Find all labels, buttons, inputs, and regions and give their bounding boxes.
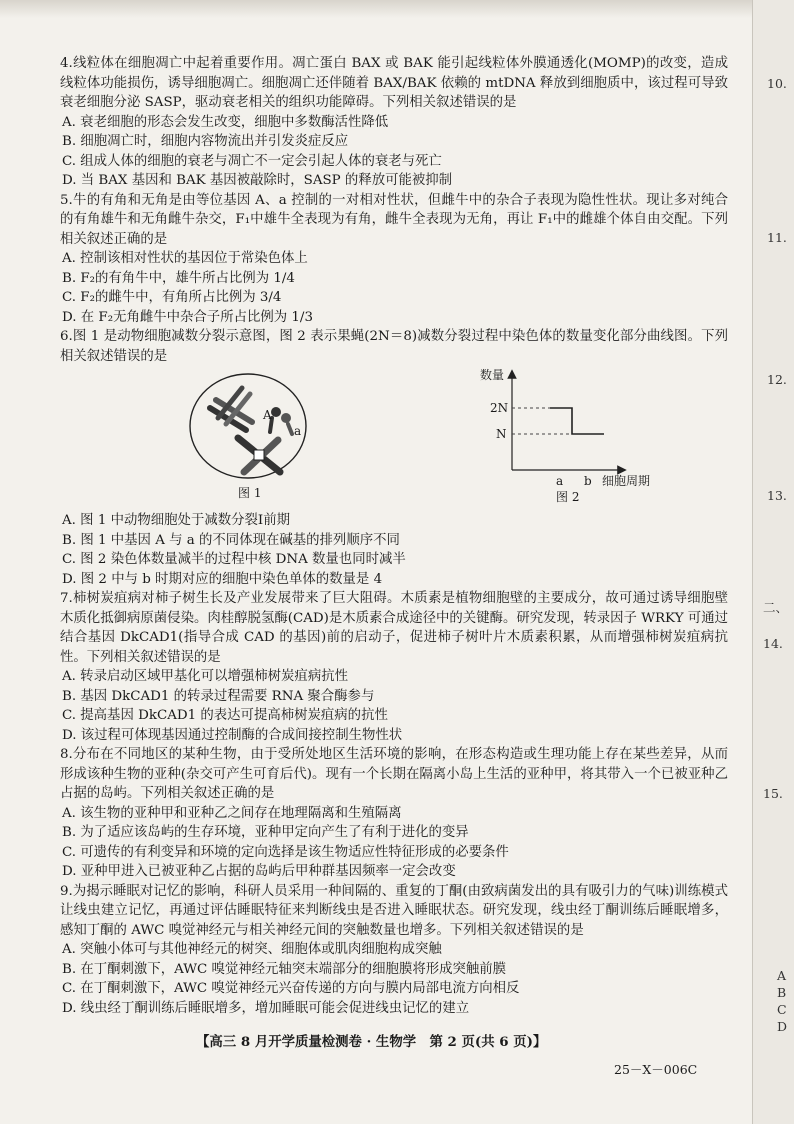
y-axis-label: 数量 — [480, 368, 505, 382]
margin-item: 二、 — [763, 600, 789, 615]
option-a: A. 突触小体可与其他神经元的树突、细胞体或肌肉细胞构成突触 — [62, 942, 442, 957]
option-d: D. 图 2 中与 b 时期对应的细胞中染色单体的数量是 4 — [62, 571, 383, 587]
figure-2 — [432, 368, 672, 504]
figure-2-caption: 图 2 — [556, 490, 580, 504]
question-4 — [60, 54, 728, 191]
option-c: C. 图 2 染色体数量减半的过程中核 DNA 数量也同时减半 — [62, 552, 406, 567]
y-tick-2n: 2N — [490, 401, 509, 415]
question-stem: 5.牛的有角和无角是由等位基因 A、a 控制的一对相对性状，但雌牛中的杂合子表现为隐性性状。现让多对纯合的有角雄牛和无角雌牛杂交，F₁中雄牛全表现为有角，雌牛全表现为无角，再让 F₁中的雌雄个体自由交配。下列相关叙述正确的是 — [60, 192, 728, 247]
gene-label-a-lower: a — [294, 424, 302, 438]
scan-shadow — [0, 0, 794, 18]
option-b: B. 图 1 中基因 A 与 a 的不同体现在碱基的排列顺序不同 — [62, 532, 400, 548]
adjacent-page-margin — [752, 0, 794, 1124]
option-d: D. 在 F₂无角雌牛中杂合子所占比例为 1/3 — [62, 309, 313, 325]
question-8 — [60, 745, 728, 882]
option-c: C. 可遗传的有利变异和环境的定向选择是该生物适应性特征形成的必要条件 — [62, 844, 509, 860]
question-stem: 6.图 1 是动物细胞减数分裂示意图，图 2 表示果蝇(2N＝8)减数分裂过程中染色体的数量变化部分曲线图。下列相关叙述错误的是 — [60, 329, 728, 364]
margin-item: 13. — [767, 488, 787, 503]
option-c: C. 组成人体的细胞的衰老与凋亡不一定会引起人体的衰老与死亡 — [62, 153, 442, 169]
option-b: B. 细胞凋亡时，细胞内容物流出并引发炎症反应 — [62, 134, 349, 149]
margin-item: 15. — [763, 786, 783, 801]
option-d: D. 当 BAX 基因和 BAK 基因被敲除时，SASP 的释放可能被抑制 — [62, 173, 453, 188]
option-b: B. 在丁酮刺激下，AWC 嗅觉神经元轴突末端部分的细胞膜将形成突触前膜 — [62, 961, 507, 977]
margin-item: A — [777, 968, 787, 983]
gene-label-a-upper: A — [263, 408, 272, 422]
x-tick-b: b — [584, 474, 592, 488]
series-line — [550, 408, 604, 434]
x-tick-a: a — [556, 474, 564, 488]
x-axis-label: 细胞周期 — [602, 474, 651, 488]
margin-item: D — [777, 1019, 788, 1034]
option-a: A. 图 1 中动物细胞处于减数分裂Ⅰ前期 — [62, 513, 290, 528]
chromosome-number-chart — [432, 368, 672, 488]
option-b: B. 基因 DkCAD1 的转录过程需要 RNA 聚合酶参与 — [62, 688, 375, 704]
question-column — [60, 54, 728, 1018]
margin-item: 14. — [763, 636, 783, 651]
option-d: D. 亚种甲进入已被亚种乙占据的岛屿后甲种群基因频率一定会改变 — [62, 864, 456, 879]
question-9 — [60, 882, 728, 1019]
option-d: D. 线虫经丁酮训练后睡眠增多，增加睡眠可能会促进线虫记忆的建立 — [62, 1000, 470, 1016]
margin-item: 11. — [767, 230, 787, 245]
option-a: A. 该生物的亚种甲和亚种乙之间存在地理隔离和生殖隔离 — [62, 805, 402, 821]
option-b: B. 为了适应该岛屿的生存环境，亚种甲定向产生了有利于进化的变异 — [62, 825, 469, 840]
question-stem: 9.为揭示睡眠对记忆的影响，科研人员采用一种间隔的、重复的丁酮(由致病菌发出的具有吸引力的气味)训练模式让线虫建立记忆，再通过评估睡眠特征来判断线虫是否进入睡眠状态。研究发现，线虫经丁酮训练后睡眠增多，感知丁酮的 AWC 嗅觉神经元与相关神经元间的突触数量也增多。下列相关叙述错误的是 — [60, 883, 728, 938]
question-stem: 4.线粒体在细胞凋亡中起着重要作用。凋亡蛋白 BAX 或 BAK 能引起线粒体外膜通透化(MOMP)的改变，造成线粒体功能损伤，诱导细胞凋亡。细胞凋亡还伴随着 BAX/BAK 依赖的 mtDNA 释放到细胞质中，该过程可导致衰老细胞分泌 SASP，驱动衰老相关的组织功能障碍。下列相关叙述错误的是 — [60, 56, 728, 110]
margin-item: C — [777, 1002, 787, 1017]
option-a: A. 控制该相对性状的基因位于常染色体上 — [62, 251, 308, 266]
margin-item: 12. — [767, 372, 787, 387]
question-5 — [60, 191, 728, 328]
y-tick-n: N — [496, 427, 507, 441]
option-b: B. F₂的有角牛中，雄牛所占比例为 1/4 — [62, 270, 295, 286]
figure-1 — [188, 368, 358, 498]
option-c: C. 在丁酮刺激下，AWC 嗅觉神经元兴奋传递的方向与膜内局部电流方向相反 — [62, 981, 520, 996]
question-6 — [60, 327, 728, 589]
figures-row — [60, 368, 728, 508]
option-a: A. 衰老细胞的形态会发生改变，细胞中多数酶活性降低 — [62, 114, 389, 130]
option-a: A. 转录启动区域甲基化可以增强柿树炭疽病抗性 — [62, 669, 348, 684]
question-7 — [60, 589, 728, 745]
option-d: D. 该过程可体现基因通过控制酶的合成间接控制生物性状 — [62, 727, 403, 743]
page-footer: 【高三 8 月开学质量检测卷 · 生物学 第 2 页(共 6 页)】 — [196, 1034, 547, 1050]
meiosis-cell-diagram — [188, 368, 358, 498]
option-c: C. 提高基因 DkCAD1 的表达可提高柿树炭疽病的抗性 — [62, 708, 388, 723]
option-c: C. F₂的雌牛中，有角所占比例为 3/4 — [62, 290, 282, 305]
exam-code: 25－X－006C — [614, 1062, 698, 1077]
margin-item: B — [777, 985, 787, 1000]
margin-item: 10. — [767, 76, 787, 91]
question-stem: 7.柿树炭疽病对柿子树生长及产业发展带来了巨大阻碍。木质素是植物细胞壁的主要成分，故可通过诱导细胞壁木质化抵御病原菌侵染。肉桂醇脱氢酶(CAD)是木质素合成途径中的关键酶。研究发现，转录因子 WRKY 可通过结合基因 DkCAD1(指导合成 CAD 的基因)前的启动子，促进柿子树叶片木质素积累，从而增强柿树炭疽病抗性。下列相关叙述错误的是 — [60, 591, 728, 665]
question-stem: 8.分布在不同地区的某种生物，由于受所处地区生活环境的影响，在形态构造或生理功能上存在某些差异，从而形成该种生物的亚种(杂交可产生可育后代)。现有一个长期在隔离小岛上生活的亚种甲，将其带入一个已被亚种乙占据的岛屿。下列相关叙述正确的是 — [60, 747, 728, 801]
figure-1-caption: 图 1 — [238, 486, 262, 500]
